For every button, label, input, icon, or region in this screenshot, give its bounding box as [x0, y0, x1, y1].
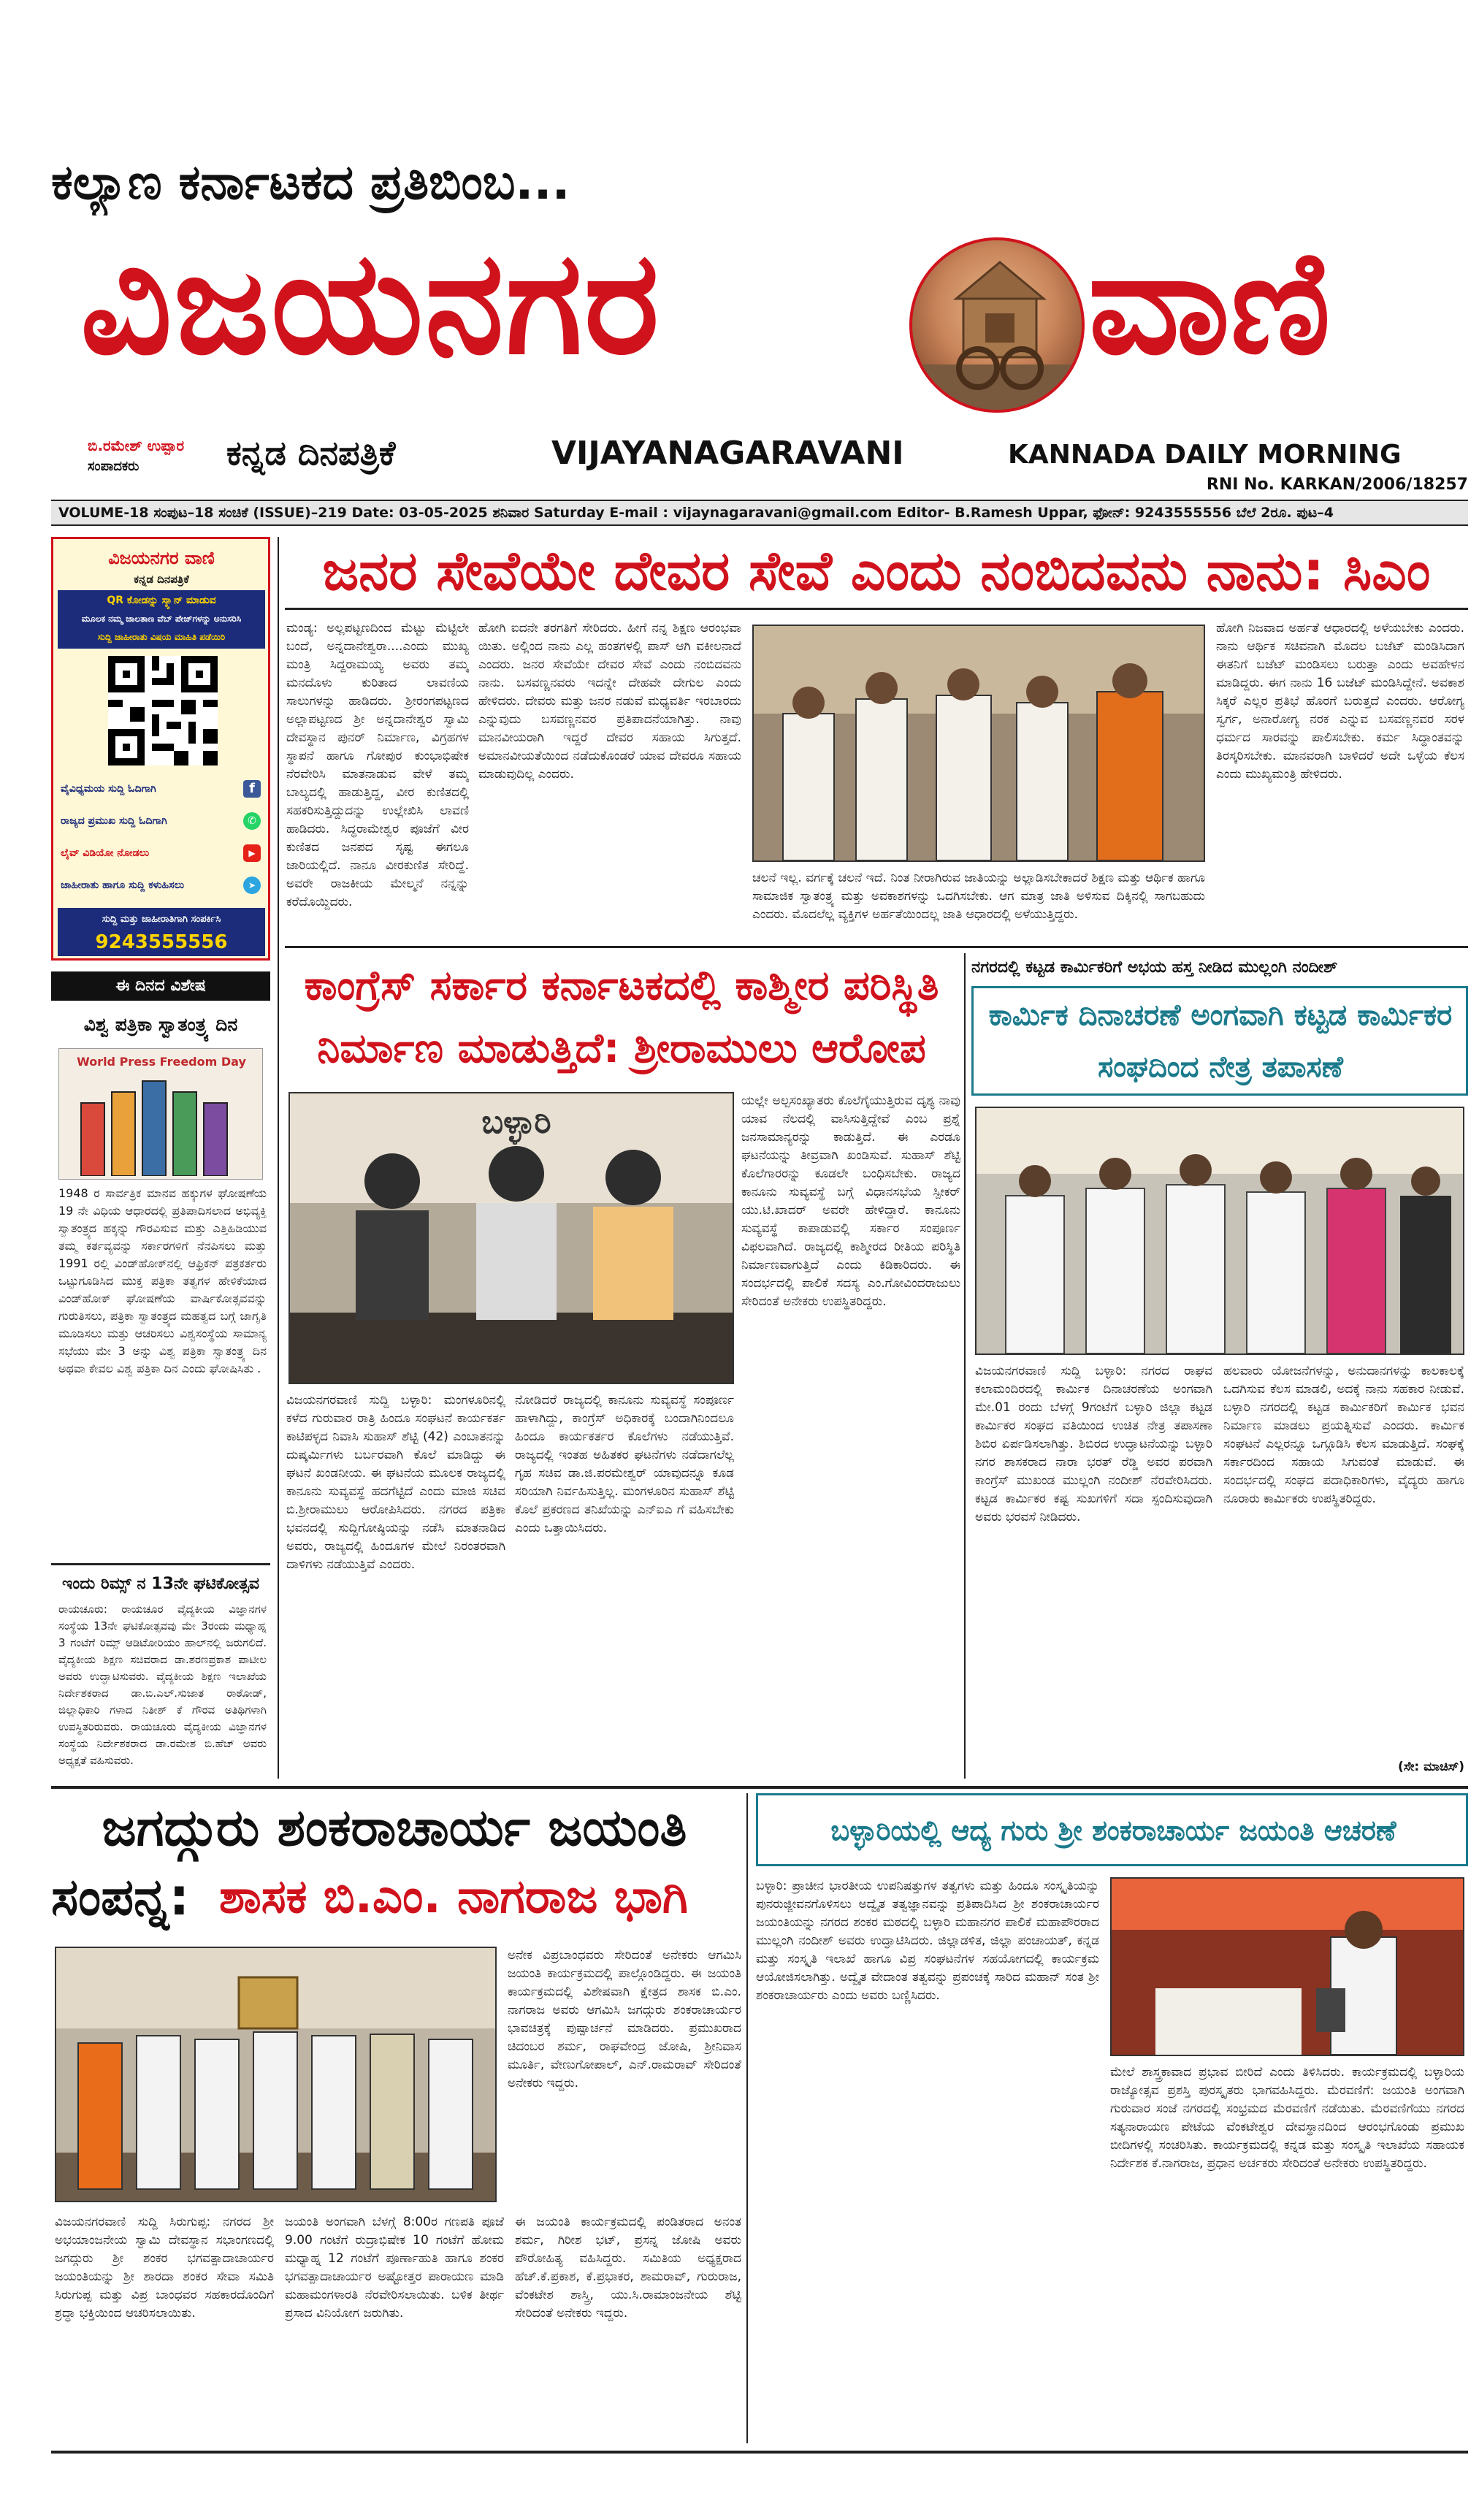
qr-ad-box: [51, 537, 270, 961]
english-sub: KANNADA DAILY MORNING: [1008, 440, 1402, 470]
youtube-icon[interactable]: ▶: [243, 844, 261, 862]
second-photo-text: ಬಳ್ಳಾರಿ: [481, 1104, 551, 1141]
column-rule: [746, 1793, 748, 2443]
ad-list-item: ಲೈವ್ ವಿಡಿಯೋ ನೋಡಲು: [61, 847, 150, 859]
brief-title: ಇಂದು ರಿಮ್ಸ್ ನ 13ನೇ ಘಟಿಕೋತ್ಸವ: [62, 1575, 259, 1593]
ad-brand: ವಿಜಯನಗರ ವಾಣಿ: [108, 548, 215, 568]
info-line: VOLUME-18 ಸಂಪುಟ–18 ಸಂಚಿಕೆ (ISSUE)–219 Date: 03-05-2025 ಶನಿವಾರ Saturday E-mail : vijaynagaravani@gmail.com Editor- B.Ramesh Uppar, ಫೋನ್: 9243555556 ಬೆಲೆ 2ರೂ. ಪುಟ–4: [58, 505, 1334, 521]
second-headline-box: [285, 953, 957, 1085]
masthead-title-left: ವಿಜಯನಗರ: [80, 220, 661, 386]
press-freedom-image: [58, 1048, 263, 1180]
column-rule: [964, 953, 966, 1779]
masthead-title-right: ವಾಣಿ: [1088, 220, 1331, 386]
masthead: [0, 0, 1479, 511]
bottom-left-headline-2a: ಸಂಪನ್ನ:: [51, 1867, 190, 1927]
third-col-1: ವಿಜಯನಗರವಾಣಿ ಸುದ್ದಿ ಬಳ್ಳಾರಿ: ನಗರದ ರಾಘವ ಕಲಾಮಂದಿರದಲ್ಲಿ ಕಾರ್ಮಿಕ ದಿನಾಚರಣೆಯ ಅಂಗವಾಗಿ ಮೇ.01 ರಂದು ಬೆಳಗ್ಗೆ 9ಗಂಟೆಗೆ ಬಳ್ಳಾರಿ ಜಿಲ್ಲಾ ಕಟ್ಟಡ ಕಾರ್ಮಿಕರ ಸಂಘದ ವತಿಯಿಂದ ಉಚಿತ ನೇತ್ರ ತಪಾಸಣಾ ಶಿಬಿರ ಏರ್ಪಡಿಸಲಾಗಿತ್ತು. ಶಿಬಿರದ ಉದ್ಘಾಟನೆಯನ್ನು ಬಳ್ಳಾರಿ ನಗರ ಶಾಸಕರಾದ ನಾರಾ ಭರತ್ ರೆಡ್ಡಿ ಅವರ ಪರವಾಗಿ ಕಾಂಗ್ರೆಸ್ ಮುಖಂಡ ಮುಲ್ಲಂಗಿ ನಂದೀಶ್ ನೆರವೇರಿಸಿದರು. ಕಟ್ಟಡ ಕಾರ್ಮಿಕರ ಕಷ್ಟ ಸುಖಗಳಿಗೆ ಸದಾ ಸ್ಪಂದಿಸುವುದಾಗಿ ಅವರು ಭರವಸೆ ನೀಡಿದರು.: [975, 1364, 1212, 1524]
qr-line-1: QR ಕೋಡನ್ನು ಸ್ಕ್ಯಾನ್ ಮಾಡುವ: [107, 595, 216, 606]
divider: [285, 946, 1468, 948]
english-name: VIJAYANAGARAVANI: [551, 435, 904, 472]
ad-list: [61, 774, 265, 906]
third-photo: [975, 1107, 1464, 1355]
bottom-right-photo: [1110, 1877, 1464, 2056]
divider: [51, 1786, 1468, 1789]
special-label-bar: [51, 971, 270, 1001]
third-credit: (ಸೇ: ಮಾಚಿಸ್): [1398, 1760, 1464, 1774]
lead-headline: ಜನರ ಸೇವೆಯೇ ದೇವರ ಸೇವೆ ಎಂದು ನಂಬಿದವನು ನಾನು: ಸಿಎಂ: [322, 540, 1431, 603]
kannada-daily-label: ಕನ್ನಡ ದಿನಪತ್ರಿಕೆ: [226, 433, 396, 473]
rni-number: RNI No. KARKAN/2006/18257: [1206, 476, 1468, 494]
lead-col-2: ಹೋಗಿ ಐದನೇ ತರಗತಿಗೆ ಸೇರಿದರು. ಹೀಗೆ ನನ್ನ ಶಿಕ್ಷಣ ಆರಂಭವಾ ಯಿತು. ಅಲ್ಲಿಂದ ನಾನು ಎಲ್ಲ ಹಂತಗಳಲ್ಲಿ ಪಾಸ್ ಆಗಿ ವಕೀಲನಾದೆ ಎಂದರು. ಜನರ ಸೇವೆಯೇ ದೇವರ ಸೇವೆ ಎಂದು ನಂಬಿದವನು ನಾನು. ಬಸವಣ್ಣನವರು ಇದನ್ನೇ ದೇಹವೇ ದೇಗುಲ ಎಂದು ಹೇಳಿದರು. ದೇವರು ಮತ್ತು ಜನರ ನಡುವೆ ಮಧ್ಯವರ್ತಿ ಇರಬಾರದು ಎನ್ನುವುದು ಬಸವಣ್ಣನವರ ಪ್ರತಿಪಾದನೆಯಾಗಿತ್ತು. ನಾವು ಮಾನವೀಯರಾಗಿ ಇದ್ದರೆ ದೇವರ ಸಹಾಯ ಸಿಗುತ್ತದೆ. ಅಮಾನವೀಯತೆಯಿಂದ ನಡೆದುಕೊಂಡರೆ ಯಾವ ದೇವರೂ ಸಹಾಯ ಮಾಡುವುದಿಲ್ಲ ಎಂದರು.: [478, 621, 741, 782]
special-title: ವಿಶ್ವ ಪತ್ರಿಕಾ ಸ್ವಾತಂತ್ರ್ಯ ದಿನ: [83, 1014, 238, 1035]
qr-banner: [58, 590, 265, 649]
brief-body: ರಾಯಚೂರು: ರಾಯಚೂರ ವೈದ್ಯಕೀಯ ವಿಜ್ಞಾನಗಳ ಸಂಸ್ಥೆಯ 13ನೇ ಘಟಿಕೋತ್ಸವವು ಮೇ 3ರಂದು ಮಧ್ಯಾಹ್ನ 3 ಗಂಟೆಗೆ ರಿಮ್ಸ್ ಆಡಿಟೋರಿಯಂ ಹಾಲ್‌ನಲ್ಲಿ ಜರುಗಲಿದೆ. ವೈದ್ಯಕೀಯ ಶಿಕ್ಷಣ ಸಚಿವರಾದ ಡಾ.ಶರಣಪ್ರಕಾಶ ಪಾಟೀಲ ಅವರು ಉದ್ಘಾಟಿಸುವರು. ವೈದ್ಯಕೀಯ ಶಿಕ್ಷಣ ಇಲಾಖೆಯ ನಿರ್ದೇಶಕರಾದ ಡಾ.ಬಿ.ಎಲ್.ಸುಜಾತ ರಾಠೋಡ್, ಜಿಲ್ಲಾಧಿಕಾರಿ ಗಳಾದ ನಿತೀಶ್ ಕೆ ಗೌರವ ಅತಿಥಿಗಳಾಗಿ ಉಪಸ್ಥಿತರಿರುವರು. ರಾಯಚೂರು ವೈದ್ಯಕೀಯ ವಿಜ್ಞಾನಗಳ ಸಂಸ್ಥೆಯ ನಿರ್ದೇಶಕರಾದ ಡಾ.ರಮೇಶ ಬಿ.ಹೆಚ್ ಅವರು ಅಧ್ಯಕ್ಷತೆ ವಹಿಸುವರು.: [58, 1603, 267, 1767]
bottom-left-headline-2b: ಶಾಸಕ ಬಿ.ಎಂ. ನಾಗರಾಜ ಭಾಗಿ: [219, 1870, 688, 1924]
bottom-left-col-3: ಈ ಜಯಂತಿ ಕಾರ್ಯಕ್ರಮದಲ್ಲಿ ಪಂಡಿತರಾದ ಅನಂತ ಶರ್ಮ, ಗಿರೀಶ ಭಟ್, ಪ್ರಸನ್ನ ಜೋಷಿ ಅವರು ಪೌರೋಹಿತ್ಯ ವಹಿಸಿದ್ದರು. ಸಮಿತಿಯ ಅಧ್ಯಕ್ಷರಾದ ಹೆಚ್.ಕೆ.ಪ್ರಕಾಶ, ಕೆ.ಪ್ರಭಾಕರ, ಶಾಮರಾವ್, ಗುರುರಾಜ, ವೆಂಕಟೇಶ ಶಾಸ್ತ್ರಿ, ಯು.ಸಿ.ರಾಮಾಂಜನೇಯ ಶೆಟ್ಟಿ ಸೇರಿದಂತೆ ಅನೇಕರು ಇದ್ದರು.: [515, 2215, 741, 2321]
bottom-left-col-1: ವಿಜಯನಗರವಾಣಿ ಸುದ್ದಿ ಸಿರುಗುಪ್ಪ: ನಗರದ ಶ್ರೀ ಅಭಯಾಂಜನೇಯ ಸ್ವಾಮಿ ದೇವಸ್ಥಾನ ಸಭಾಂಗಣದಲ್ಲಿ ಜಗದ್ಗುರು ಶ್ರೀ ಶಂಕರ ಭಗವತ್ಪಾದಾಚಾರ್ಯರ ಜಯಂತಿಯನ್ನು ಶ್ರೀ ಶಾರದಾ ಶಂಕರ ಸೇವಾ ಸಮಿತಿ ಸಿರುಗುಪ್ಪ ಮತ್ತು ವಿಪ್ರ ಬಾಂಧವರ ಸಹಕಾರದೊಂದಿಗೆ ಶ್ರದ್ಧಾ ಭಕ್ತಿಯಿಂದ ಆಚರಿಸಲಾಯಿತು.: [55, 2215, 274, 2321]
lead-col-4: ಹೋಗಿ ನಿಜವಾದ ಅರ್ಹತೆ ಆಧಾರದಲ್ಲಿ ಅಳೆಯಬೇಕು ಎಂದರು. ನಾನು ಆರ್ಥಿಕ ಸಚಿವನಾಗಿ ಮೊದಲ ಬಜೆಟ್ ಮಂಡಿಸಿದಾಗ ಈತನಿಗೆ ಬಜೆಟ್ ಮಂಡಿಸಲು ಬರುತ್ತಾ ಎಂದು ಅವಹೇಳನ ಮಾಡಿದ್ದರು. ಈಗ ನಾನು 16 ಬಜೆಟ್ ಮಂಡಿಸಿದ್ದೇನೆ. ಅವಕಾಶ ಸಿಕ್ಕರೆ ಎಲ್ಲರ ಪ್ರತಿಭೆ ಹೊರಗೆ ಬರುತ್ತದೆ ಎಂದರು. ಆರೋಗ್ಯ ಸ್ವರ್ಗ, ಅನಾರೋಗ್ಯ ನರಕ ಎನ್ನುವ ಬಸವಣ್ಣನವರ ಸರಳ ಧರ್ಮದ ಸಾರವನ್ನು ಪಾಲಿಸಬೇಕು. ಕರ್ಮ ಸಿದ್ಧಾಂತವನ್ನು ತಿರಸ್ಕರಿಸಬೇಕು. ಮಾನವರಾಗಿ ಬಾಳಿದರೆ ಅದೇ ಒಳ್ಳೆಯ ಕೆಲಸ ಎಂದು ಮುಖ್ಯಮಂತ್ರಿ ಹೇಳಿದರು.: [1216, 621, 1464, 782]
ad-phone[interactable]: 9243555556: [95, 931, 228, 953]
telegram-icon[interactable]: ➤: [243, 877, 261, 894]
raised-fists-icon: [74, 1074, 249, 1176]
third-col-2: ಹಲವಾರು ಯೋಜನೆಗಳನ್ನು, ಅನುದಾನಗಳನ್ನು ಕಾಲಕಾಲಕ್ಕೆ ಒದಗಿಸುವ ಕೆಲಸ ಮಾಡಲಿ, ಅದಕ್ಕೆ ನಾನು ಸಹಕಾರ ನೀಡುವೆ. ಬಳ್ಳಾರಿ ನಗರದಲ್ಲಿ ಕಟ್ಟಡ ಕಾರ್ಮಿಕರಿಗೆ ಕಾರ್ಮಿಕ ಭವನ ನಿರ್ಮಾಣ ಮಾಡಲು ಪ್ರಯತ್ನಿಸುವೆ ಎಂದರು. ಕಾರ್ಮಿಕ ಸಂಘಟನೆ ಎಲ್ಲರನ್ನೂ ಒಗ್ಗೂಡಿಸಿ ಕೆಲಸ ಮಾಡುತ್ತಿದೆ. ಸಂಘಕ್ಕೆ ಸರ್ಕಾರದಿಂದ ಸಹಾಯ ಸಿಗುವಂತೆ ಮಾಡುವೆ. ಈ ಸಂದರ್ಭದಲ್ಲಿ ಸಂಘದ ಪದಾಧಿಕಾರಿಗಳು, ವೈದ್ಯರು ಹಾಗೂ ನೂರಾರು ಕಾರ್ಮಿಕರು ಉಪಸ್ಥಿತರಿದ್ದರು.: [1223, 1364, 1464, 1506]
second-col-1: ವಿಜಯನಗರವಾಣಿ ಸುದ್ದಿ ಬಳ್ಳಾರಿ: ಮಂಗಳೂರಿನಲ್ಲಿ ಕಳೆದ ಗುರುವಾರ ರಾತ್ರಿ ಹಿಂದೂ ಸಂಘಟನೆ ಕಾರ್ಯಕರ್ತ ಕಾಟಿಪಳ್ಳದ ನಿವಾಸಿ ಸುಹಾಸ್ ಶೆಟ್ಟಿ (42) ಎಂಬಾತನನ್ನು ದುಷ್ಕರ್ಮಿಗಳು ಬರ್ಬರವಾಗಿ ಕೊಲೆ ಮಾಡಿದ್ದು ಈ ಘಟನೆ ಖಂಡನೀಯ. ಈ ಘಟನೆಯ ಮೂಲಕ ರಾಜ್ಯದಲ್ಲಿ ಕಾನೂನು ಸುವ್ಯವಸ್ಥೆ ಹದಗೆಟ್ಟಿದೆ ಎಂದು ಮಾಜಿ ಸಚಿವ ಬಿ.ಶ್ರೀರಾಮುಲು ಆರೋಪಿಸಿದರು. ನಗರದ ಪತ್ರಿಕಾ ಭವನದಲ್ಲಿ ಸುದ್ದಿಗೋಷ್ಠಿಯನ್ನು ನಡೆಸಿ ಮಾತನಾಡಿದ ಅವರು, ರಾಜ್ಯದಲ್ಲಿ ಹಿಂದೂಗಳ ಮೇಲೆ ನಿರಂತರವಾಗಿ ದಾಳಿಗಳು ನಡೆಯುತ್ತಿವೆ ಎಂದರು.: [286, 1393, 505, 1572]
divider: [51, 2451, 1468, 2454]
bottom-right-headline: ಬಳ್ಳಾರಿಯಲ್ಲಿ ಆದ್ಯ ಗುರು ಶ್ರೀ ಶಂಕರಾಚಾರ್ಯ ಜಯಂತಿ ಆಚರಣೆ: [830, 1814, 1396, 1847]
bottom-left-col-2: ಜಯಂತಿ ಅಂಗವಾಗಿ ಬೆಳಗ್ಗೆ 8:00ರ ಗಣಪತಿ ಪೂಜೆ 9.00 ಗಂಟೆಗೆ ರುದ್ರಾಭಿಷೇಕ 10 ಗಂಟೆಗೆ ಹೋಮ ಮಧ್ಯಾಹ್ನ 12 ಗಂಟೆಗೆ ಪೂರ್ಣಾಹುತಿ ಹಾಗೂ ಶಂಕರ ಭಗವತ್ಪಾದಾಚಾರ್ಯರ ಅಷ್ಟೋತ್ತರ ಪಾರಾಯಣ ಮಾಡಿ ಮಹಾಮಂಗಳಾರತಿ ನೆರವೇರಿಸಲಾಯಿತು. ಬಳಿಕ ತೀರ್ಥ ಪ್ರಸಾದ ವಿನಿಯೋಗ ಜರುಗಿತು.: [285, 2215, 504, 2321]
second-col-2: ನೋಡಿದರೆ ರಾಜ್ಯದಲ್ಲಿ ಕಾನೂನು ಸುವ್ಯವಸ್ಥೆ ಸಂಪೂರ್ಣ ಹಾಳಾಗಿದ್ದು, ಕಾಂಗ್ರೆಸ್ ಅಧಿಕಾರಕ್ಕೆ ಬಂದಾಗಿನಿಂದಲೂ ಹಿಂದೂ ಕಾರ್ಯಕರ್ತರ ಕೊಲೆಗಳು ನಡೆಯುತ್ತಿವೆ. ರಾಜ್ಯದಲ್ಲಿ ಇಂತಹ ಅಹಿತಕರ ಘಟನೆಗಳು ನಡೆದಾಗಲೆಲ್ಲ ಗೃಹ ಸಚಿವ ಡಾ.ಜಿ.ಪರಮೇಶ್ವರ್ ಯಾವುದನ್ನೂ ಕೂಡ ಸರಿಯಾಗಿ ನಿರ್ವಹಿಸುತ್ತಿಲ್ಲ. ಮಂಗಳೂರಿನ ಸುಹಾಸ್ ಶೆಟ್ಟಿ ಕೊಲೆ ಪ್ರಕರಣದ ತನಿಖೆಯನ್ನು ಎನ್‌ಐಎ ಗೆ ವಹಿಸಬೇಕು ಎಂದು ಒತ್ತಾಯಿಸಿದರು.: [515, 1393, 734, 1535]
third-headline: ಕಾರ್ಮಿಕ ದಿನಾಚರಣೆ ಅಂಗವಾಗಿ ಕಟ್ಟಡ ಕಾರ್ಮಿಕರ ಸಂಘದಿಂದ ನೇತ್ರ ತಪಾಸಣೆ: [988, 999, 1453, 1084]
qr-line-2: ಮೂಲಕ ನಮ್ಮ ಜಾಲತಾಣ ವೆಬ್ ಪೇಜ್‌ಗಳನ್ನು ಅನುಸರಿಸಿ: [81, 614, 242, 624]
masthead-tagline: ಕಲ್ಯಾಣ ಕರ್ನಾಟಕದ ಪ್ರತಿಬಿಂಬ...: [51, 154, 570, 210]
third-headline-box: [971, 986, 1468, 1096]
qr-code-icon[interactable]: [108, 656, 218, 765]
second-headline: ಕಾಂಗ್ರೆಸ್ ಸರ್ಕಾರ ಕರ್ನಾಟಕದಲ್ಲಿ ಕಾಶ್ಮೀರ ಪರಿಸ್ಥಿತಿ ನಿರ್ಮಾಣ ಮಾಡುತ್ತಿದೆ: ಶ್ರೀರಾಮುಲು ಆರೋಪ: [304, 962, 939, 1072]
bottom-right-headline-box: [756, 1793, 1468, 1866]
special-label: ಈ ದಿನದ ವಿಶೇಷ: [115, 977, 206, 995]
bottom-left-headline-1: ಜಗದ್ಗುರು ಶಂಕರಾಚಾರ್ಯ ಜಯಂತಿ: [102, 1798, 687, 1857]
second-photo: [288, 1092, 734, 1384]
info-bar: [51, 500, 1468, 526]
editor-role: ಸಂಪಾದಕರು: [88, 459, 140, 474]
bottom-right-col-2: ಮೇಲೆ ಶಾಸ್ತ್ರಕಾವಾದ ಪ್ರಭಾವ ಬೀರಿದೆ ಎಂದು ತಿಳಿಸಿದರು. ಕಾರ್ಯಕ್ರಮದಲ್ಲಿ ಬಳ್ಳಾರಿಯ ರಾಜ್ಯೋತ್ಸವ ಪ್ರಶಸ್ತಿ ಪುರಸ್ಕೃತರು ಭಾಗವಹಿಸಿದ್ದರು. ಮೆರವಣಿಗೆ: ಜಯಂತಿ ಅಂಗವಾಗಿ ಗುರುವಾರ ಸಂಜೆ ನಗರದಲ್ಲಿ ಸಂಭ್ರಮದ ಮೆರವಣಿಗೆ ನಡೆಯಿತು. ಮೆರವಣಿಗೆಯು ನಗರದ ಸತ್ಯನಾರಾಯಣ ಪೇಟೆಯ ವೆಂಕಟೇಶ್ವರ ದೇವಸ್ಥಾನದಿಂದ ಆರಂಭಗೊಂಡು ಪ್ರಮುಖ ಬೀದಿಗಳಲ್ಲಿ ಸಂಚರಿಸಿತು. ಕಾರ್ಯಕ್ರಮದಲ್ಲಿ ಕನ್ನಡ ಮತ್ತು ಸಂಸ್ಕೃತಿ ಇಲಾಖೆಯ ಸಹಾಯಕ ನಿರ್ದೇಶಕ ಕೆ.ನಾಗರಾಜ, ಪ್ರಧಾನ ಅರ್ಚಕರು ಸೇರಿದಂತೆ ಅನೇಕರು ಉಪಸ್ಥಿತರಿದ್ದರು.: [1110, 2065, 1464, 2171]
ad-contact-bar: [58, 908, 265, 956]
lead-col-1: ಮಂಡ್ಯ: ಅಲ್ಲಪಟ್ಟಣದಿಂದ ಮೆಟ್ಟು ಮೆಟ್ಟಿಲೇ ಬಂದೆ, ಅನ್ನದಾನೇಶ್ವರಾ....ಎಂದು ಮುಖ್ಯ ಮಂತ್ರಿ ಸಿದ್ದರಾಮಯ್ಯ ಅವರು ತಮ್ಮ ಮನದೊಳು ಕುರಿತಾದ ಲಾವಣಿಯ ಸಾಲುಗಳನ್ನು ಹಾಡಿದರು. ಶ್ರೀರಂಗಪಟ್ಟಣದ ಅಲ್ಲಾಪಟ್ಟಣದ ಶ್ರೀ ಅನ್ನದಾನೇಶ್ವರ ಸ್ವಾಮಿ ದೇವಸ್ಥಾನ ಪುನರ್ ನಿರ್ಮಾಣ, ವಿಗ್ರಹಗಳ ಸ್ಥಾಪನೆ ಹಾಗೂ ಗೋಪುರ ಕುಂಭಾಭಿಷೇಕ ನೆರವೇರಿಸಿ ಮಾತನಾಡುವ ವೇಳೆ ತಮ್ಮ ಬಾಲ್ಯದಲ್ಲಿ ಹಾಡುತ್ತಿದ್ದ, ವೀರ ಕುಣಿತದಲ್ಲಿ ಸಹಕರಿಸುತ್ತಿದ್ದುದನ್ನು ಉಲ್ಲೇಖಿಸಿ ಲಾವಣಿ ಹಾಡಿದರು. ಸಿದ್ಧರಾಮೇಶ್ವರ ಪೂಜೆಗೆ ವೀರ ಕುಣಿತದ ಜನಪದ ಸೃಷ್ಟ ಈಗಲೂ ಜಾರಿಯಲ್ಲಿದೆ. ನಾನೂ ವೀರಕುಣಿತ ಸೇರಿದ್ದೆ. ಅವರೇ ರಾಜಕೀಯ ಮೇಲ್ಮನೆ ನನ್ನನ್ನು ಕರೆದೊಯ್ದಿದರು.: [286, 621, 469, 909]
press-freedom-caption: World Press Freedom Day: [77, 1055, 246, 1069]
whatsapp-icon[interactable]: ✆: [243, 812, 261, 830]
ad-brand-sub: ಕನ್ನಡ ದಿನಪತ್ರಿಕೆ: [134, 573, 189, 586]
column-rule: [278, 537, 279, 1779]
third-kicker: ನಗರದಲ್ಲಿ ಕಟ್ಟಡ ಕಾರ್ಮಿಕರಿಗೆ ಅಭಯ ಹಸ್ತ ನೀಡಿದ ಮುಲ್ಲಂಗಿ ನಂದೀಶ್: [971, 958, 1338, 977]
second-col-3: ಯಲ್ಲೇ ಅಲ್ಪಸಂಖ್ಯಾತರು ಕೊಲೆಗೈಯುತ್ತಿರುವ ದೃಶ್ಯ ನಾವು ಯಾವ ನೆಲದಲ್ಲಿ ವಾಸಿಸುತ್ತಿದ್ದೇವೆ ಎಂಬ ಪ್ರಶ್ನೆ ಜನಸಾಮಾನ್ಯರನ್ನು ಕಾಡುತ್ತಿದೆ. ಈ ಎರಡೂ ಘಟನೆಯನ್ನು ತೀವ್ರವಾಗಿ ಖಂಡಿಸುವೆ. ಸುಹಾಸ್ ಶೆಟ್ಟಿ ಕೊಲೆಗಾರರನ್ನು ಕೂಡಲೇ ಬಂಧಿಸಬೇಕು. ರಾಜ್ಯದ ಕಾನೂನು ಸುವ್ಯವಸ್ಥೆ ಬಗ್ಗೆ ವಿಧಾನಸಭೆಯ ಸ್ಪೀಕರ್ ಯು.ಟಿ.ಖಾದರ್ ಅವರೇ ಹೇಳಿದ್ದಾರೆ. ಕಾನೂನು ಸುವ್ಯವಸ್ಥೆ ಕಾಪಾಡುವಲ್ಲಿ ಸರ್ಕಾರ ಸಂಪೂರ್ಣ ವಿಫಲವಾಗಿದೆ. ರಾಜ್ಯದಲ್ಲಿ ಕಾಶ್ಮೀರದ ರೀತಿಯ ಪರಿಸ್ಥಿತಿ ನಿರ್ಮಾಣವಾಗುತ್ತಿದೆ ಎಂದು ಕಿಡಿಕಾರಿದರು. ಈ ಸಂದರ್ಭದಲ್ಲಿ ಪಾಲಿಕೆ ಸದಸ್ಯ ಎಂ.ಗೋವಿಂದರಾಜುಲು ಸೇರಿದಂತೆ ಅನೇಕರು ಉಪಸ್ಥಿತರಿದ್ದರು.: [741, 1093, 960, 1309]
facebook-icon[interactable]: f: [243, 780, 261, 798]
editor-name: ಬಿ.ರಮೇಶ್ ಉಪ್ಪಾರ: [88, 437, 185, 454]
ad-list-item: ವೈವಿಧ್ಯಮಯ ಸುದ್ದಿ ಓದಿಗಾಗಿ: [61, 783, 156, 795]
bottom-left-photo: [55, 1947, 497, 2202]
stone-chariot-emblem: [909, 237, 1085, 413]
qr-line-3: ಸುದ್ದಿ ಜಾಹೀರಾತು ವಿಷಯ ಮಾಹಿತಿ ಪಡೆಯಿರಿ: [97, 632, 226, 642]
special-body: 1948 ರ ಸಾರ್ವತ್ರಿಕ ಮಾನವ ಹಕ್ಕುಗಳ ಘೋಷಣೆಯ 19 ನೇ ವಿಧಿಯ ಆಧಾರದಲ್ಲಿ ಪ್ರತಿಪಾದಿಸಲಾದ ಅಭಿವ್ಯಕ್ತಿ ಸ್ವಾತಂತ್ರ್ಯದ ಹಕ್ಕನ್ನು ಗೌರವಿಸುವ ಮತ್ತು ಎತ್ತಿಹಿಡಿಯುವ ತಮ್ಮ ಕರ್ತವ್ಯವನ್ನು ಸರ್ಕಾರಗಳಿಗೆ ನೆನಪಿಸಲು ಮತ್ತು 1991 ರಲ್ಲಿ ವಿಂಡ್‌ಹೋಕ್‌ನಲ್ಲಿ ಆಫ್ರಿಕನ್ ಪತ್ರಕರ್ತರು ಒಟ್ಟುಗೂಡಿಸಿದ ಮುಕ್ತ ಪತ್ರಿಕಾ ತತ್ವಗಳ ಹೇಳಿಕೆಯಾದ ವಿಂಡ್‌ಹೋಕ್ ಘೋಷಣೆಯ ವಾರ್ಷಿಕೋತ್ಸವವನ್ನು ಗುರುತಿಸಲು, ಪತ್ರಿಕಾ ಸ್ವಾತಂತ್ರ್ಯದ ಮಹತ್ವದ ಬಗ್ಗೆ ಜಾಗೃತಿ ಮೂಡಿಸಲು ಮತ್ತು ಆಚರಿಸಲು ವಿಶ್ವಸಂಸ್ಥೆಯ ಸಾಮಾನ್ಯ ಸಭೆಯು ಮೇ 3 ಅನ್ನು ವಿಶ್ವ ಪತ್ರಿಕಾ ಸ್ವಾತಂತ್ರ್ಯ ದಿನ ಅಥವಾ ಕೇವಲ ವಿಶ್ವ ಪತ್ರಿಕಾ ದಿನ ಎಂದು ಘೋಷಿಸಿತು .: [58, 1186, 267, 1375]
ad-contact-label: ಸುದ್ದಿ ಮತ್ತು ಜಾಹೀರಾತಿಗಾಗಿ ಸಂಪರ್ಕಿಸಿ: [102, 914, 221, 925]
bottom-right-col-1: ಬಳ್ಳಾರಿ: ಪ್ರಾಚೀನ ಭಾರತೀಯ ಉಪನಿಷತ್ತುಗಳ ತತ್ವಗಳು ಮತ್ತು ಹಿಂದೂ ಸಂಸ್ಕೃತಿಯನ್ನು ಪುನರುಜ್ಜೀವನಗೊಳಿಸಲು ಅದ್ವೈತ ತತ್ವಜ್ಞಾನವನ್ನು ಪ್ರತಿಪಾದಿಸಿದ ಶ್ರೀ ಶಂಕರಾಚಾರ್ಯರ ಜಯಂತಿಯನ್ನು ನಗರದ ಶಂಕರ ಮಠದಲ್ಲಿ ಬಳ್ಳಾರಿ ಮಹಾನಗರ ಪಾಲಿಕೆ ಮಹಾಪೌರರಾದ ಮುಲ್ಲಂಗಿ ನಂದೀಶ್ ಅವರು ಉದ್ಘಾಟಿಸಿದರು. ಜಿಲ್ಲಾಡಳಿತ, ಜಿಲ್ಲಾ ಪಂಚಾಯತ್, ಕನ್ನಡ ಮತ್ತು ಸಂಸ್ಕೃತಿ ಇಲಾಖೆ ಹಾಗೂ ವಿಪ್ರ ಸಂಘಟನೆಗಳ ಸಹಯೋಗದಲ್ಲಿ ಕಾರ್ಯಕ್ರಮ ಆಯೋಜಿಸಲಾಗಿತ್ತು. ಅದ್ವೈತ ವೇದಾಂತ ತತ್ವವನ್ನು ಪ್ರಪಂಚಕ್ಕೆ ಸಾರಿದ ಮಹಾನ್ ಸಂತ ಶ್ರೀ ಶಂಕರಾಚಾರ್ಯರು ಎಂದು ಅವರು ಬಣ್ಣಿಸಿದರು.: [756, 1879, 1099, 2003]
bottom-left-col-right: ಅನೇಕ ವಿಪ್ರಬಾಂಧವರು ಸೇರಿದಂತೆ ಅನೇಕರು ಆಗಮಿಸಿ ಜಯಂತಿ ಕಾರ್ಯಕ್ರಮದಲ್ಲಿ ಪಾಲ್ಗೊಂಡಿದ್ದರು. ಈ ಜಯಂತಿ ಕಾರ್ಯಕ್ರಮದಲ್ಲಿ ವಿಶೇಷವಾಗಿ ಕ್ಷೇತ್ರದ ಶಾಸಕ ಬಿ.ಎಂ. ನಾಗರಾಜ ಅವರು ಆಗಮಿಸಿ ಜಗದ್ಗುರು ಶಂಕರಾಚಾರ್ಯರ ಭಾವಚಿತ್ರಕ್ಕೆ ಪುಷ್ಪಾರ್ಚನೆ ಮಾಡಿದರು. ಪ್ರಮುಖರಾದ ಚಿದಂಬರ ಶರ್ಮ, ರಾಘವೇಂದ್ರ ಜೋಷಿ, ಶ್ರೀನಿವಾಸ ಮೂರ್ತಿ, ವೇಣುಗೋಪಾಲ್, ಎನ್.ರಾಮರಾವ್ ಸೇರಿದಂತೆ ಅನೇಕರು ಇದ್ದರು.: [508, 1948, 741, 2091]
ad-list-item: ರಾಜ್ಯದ ಪ್ರಮುಖ ಸುದ್ದಿ ಓದಿಗಾಗಿ: [61, 815, 167, 827]
divider: [51, 1563, 270, 1565]
lead-col-3: ಚಲನೆ ಇಲ್ಲ. ವರ್ಗಕ್ಕೆ ಚಲನೆ ಇದೆ. ನಿಂತ ನೀರಾಗಿರುವ ಜಾತಿಯನ್ನು ಅಲ್ಲಾಡಿಸಬೇಕಾದರೆ ಶಿಕ್ಷಣ ಮತ್ತು ಆರ್ಥಿಕ ಹಾಗೂ ಸಾಮಾಜಿಕ ಸ್ವಾತಂತ್ರ್ಯ ಮತ್ತು ಅವಕಾಶಗಳನ್ನು ಒದಗಿಸಬೇಕು. ಆಗ ಮಾತ್ರ ಜಾತಿ ಅಳಿಸುವ ದಿಕ್ಕಿನಲ್ಲಿ ಸಾಗಬಹುದು ಎಂದರು. ಮೊದಲೆಲ್ಲ ವ್ಯಕ್ತಿಗಳ ಅರ್ಹತೆಯಿಂದಲ್ಲ ಜಾತಿ ಆಧಾರದಲ್ಲಿ ಅಳೆಯುತ್ತಿದ್ದರು.: [752, 871, 1205, 922]
ad-list-item: ಜಾಹೀರಾತು ಹಾಗೂ ಸುದ್ದಿ ಕಳುಹಿಸಲು: [61, 879, 185, 891]
lead-headline-box: [285, 537, 1468, 610]
lead-photo: [752, 625, 1205, 862]
